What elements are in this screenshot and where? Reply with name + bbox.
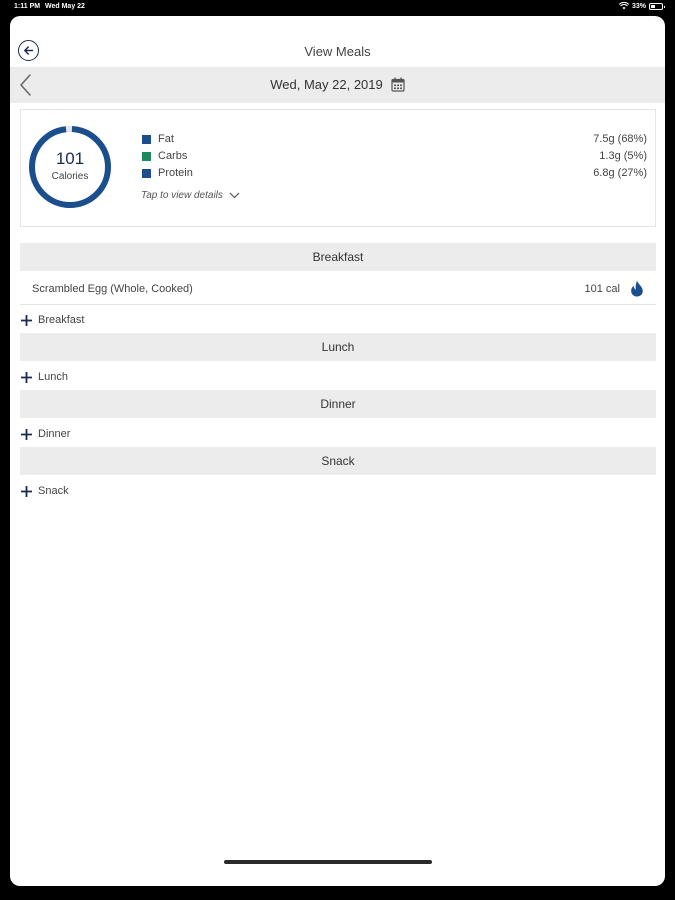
macro-value: 6.8g (27%) — [593, 167, 647, 179]
protein-swatch — [142, 169, 151, 178]
macro-fat — [142, 132, 647, 148]
add-meal-label: Dinner — [38, 428, 71, 440]
fat-swatch — [142, 135, 151, 144]
add-lunch-button[interactable] — [20, 367, 320, 387]
calories-label: Calories — [51, 171, 89, 182]
status-right — [619, 2, 663, 10]
view-details-label: Tap to view details — [141, 190, 223, 201]
add-meal-label: Breakfast — [38, 314, 85, 326]
add-dinner-button[interactable] — [20, 424, 320, 444]
food-item-name: Scrambled Egg (Whole, Cooked) — [32, 283, 193, 295]
view-details-toggle[interactable] — [141, 190, 240, 201]
status-bar — [0, 0, 675, 14]
plus-icon — [20, 314, 33, 327]
battery-percent: 33% — [631, 2, 646, 10]
macro-name: Carbs — [158, 150, 188, 162]
macro-name: Fat — [158, 133, 174, 145]
battery-icon — [649, 3, 663, 10]
macro-value: 1.3g (5%) — [599, 150, 647, 162]
date-navigator — [10, 67, 665, 103]
food-item-calories: 101 cal — [584, 283, 620, 295]
calorie-ring — [27, 124, 113, 210]
section-header-dinner: Dinner — [20, 390, 656, 418]
carbs-swatch — [142, 152, 151, 161]
add-breakfast-button[interactable] — [20, 310, 320, 330]
nutrition-summary-card[interactable] — [20, 109, 656, 227]
add-snack-button[interactable] — [20, 481, 320, 501]
macro-carbs — [142, 149, 647, 165]
food-item-row[interactable] — [20, 273, 656, 305]
current-date: Wed, May 22, 2019 — [270, 77, 383, 92]
wifi-icon — [619, 2, 629, 10]
page-title: View Meals — [304, 44, 371, 59]
calories-value: 101 — [55, 149, 85, 168]
date-display[interactable] — [10, 77, 665, 92]
plus-icon — [20, 485, 33, 498]
section-header-breakfast: Breakfast — [20, 243, 656, 271]
section-header-snack: Snack — [20, 447, 656, 475]
macro-name: Protein — [158, 167, 193, 179]
section-header-lunch: Lunch — [20, 333, 656, 361]
add-meal-label: Lunch — [38, 371, 68, 383]
chevron-down-icon — [229, 192, 240, 199]
status-time: 1:11 PM — [14, 3, 41, 10]
home-indicator[interactable] — [224, 860, 432, 864]
title-bar — [10, 34, 665, 66]
calendar-icon[interactable] — [391, 77, 405, 92]
plus-icon — [20, 371, 33, 384]
app-screen — [10, 16, 665, 886]
status-date: Wed May 22 — [45, 3, 85, 10]
add-meal-label: Snack — [38, 485, 69, 497]
plus-icon — [20, 428, 33, 441]
macro-value: 7.5g (68%) — [593, 133, 647, 145]
macro-protein — [142, 166, 647, 182]
flame-icon — [630, 280, 644, 297]
